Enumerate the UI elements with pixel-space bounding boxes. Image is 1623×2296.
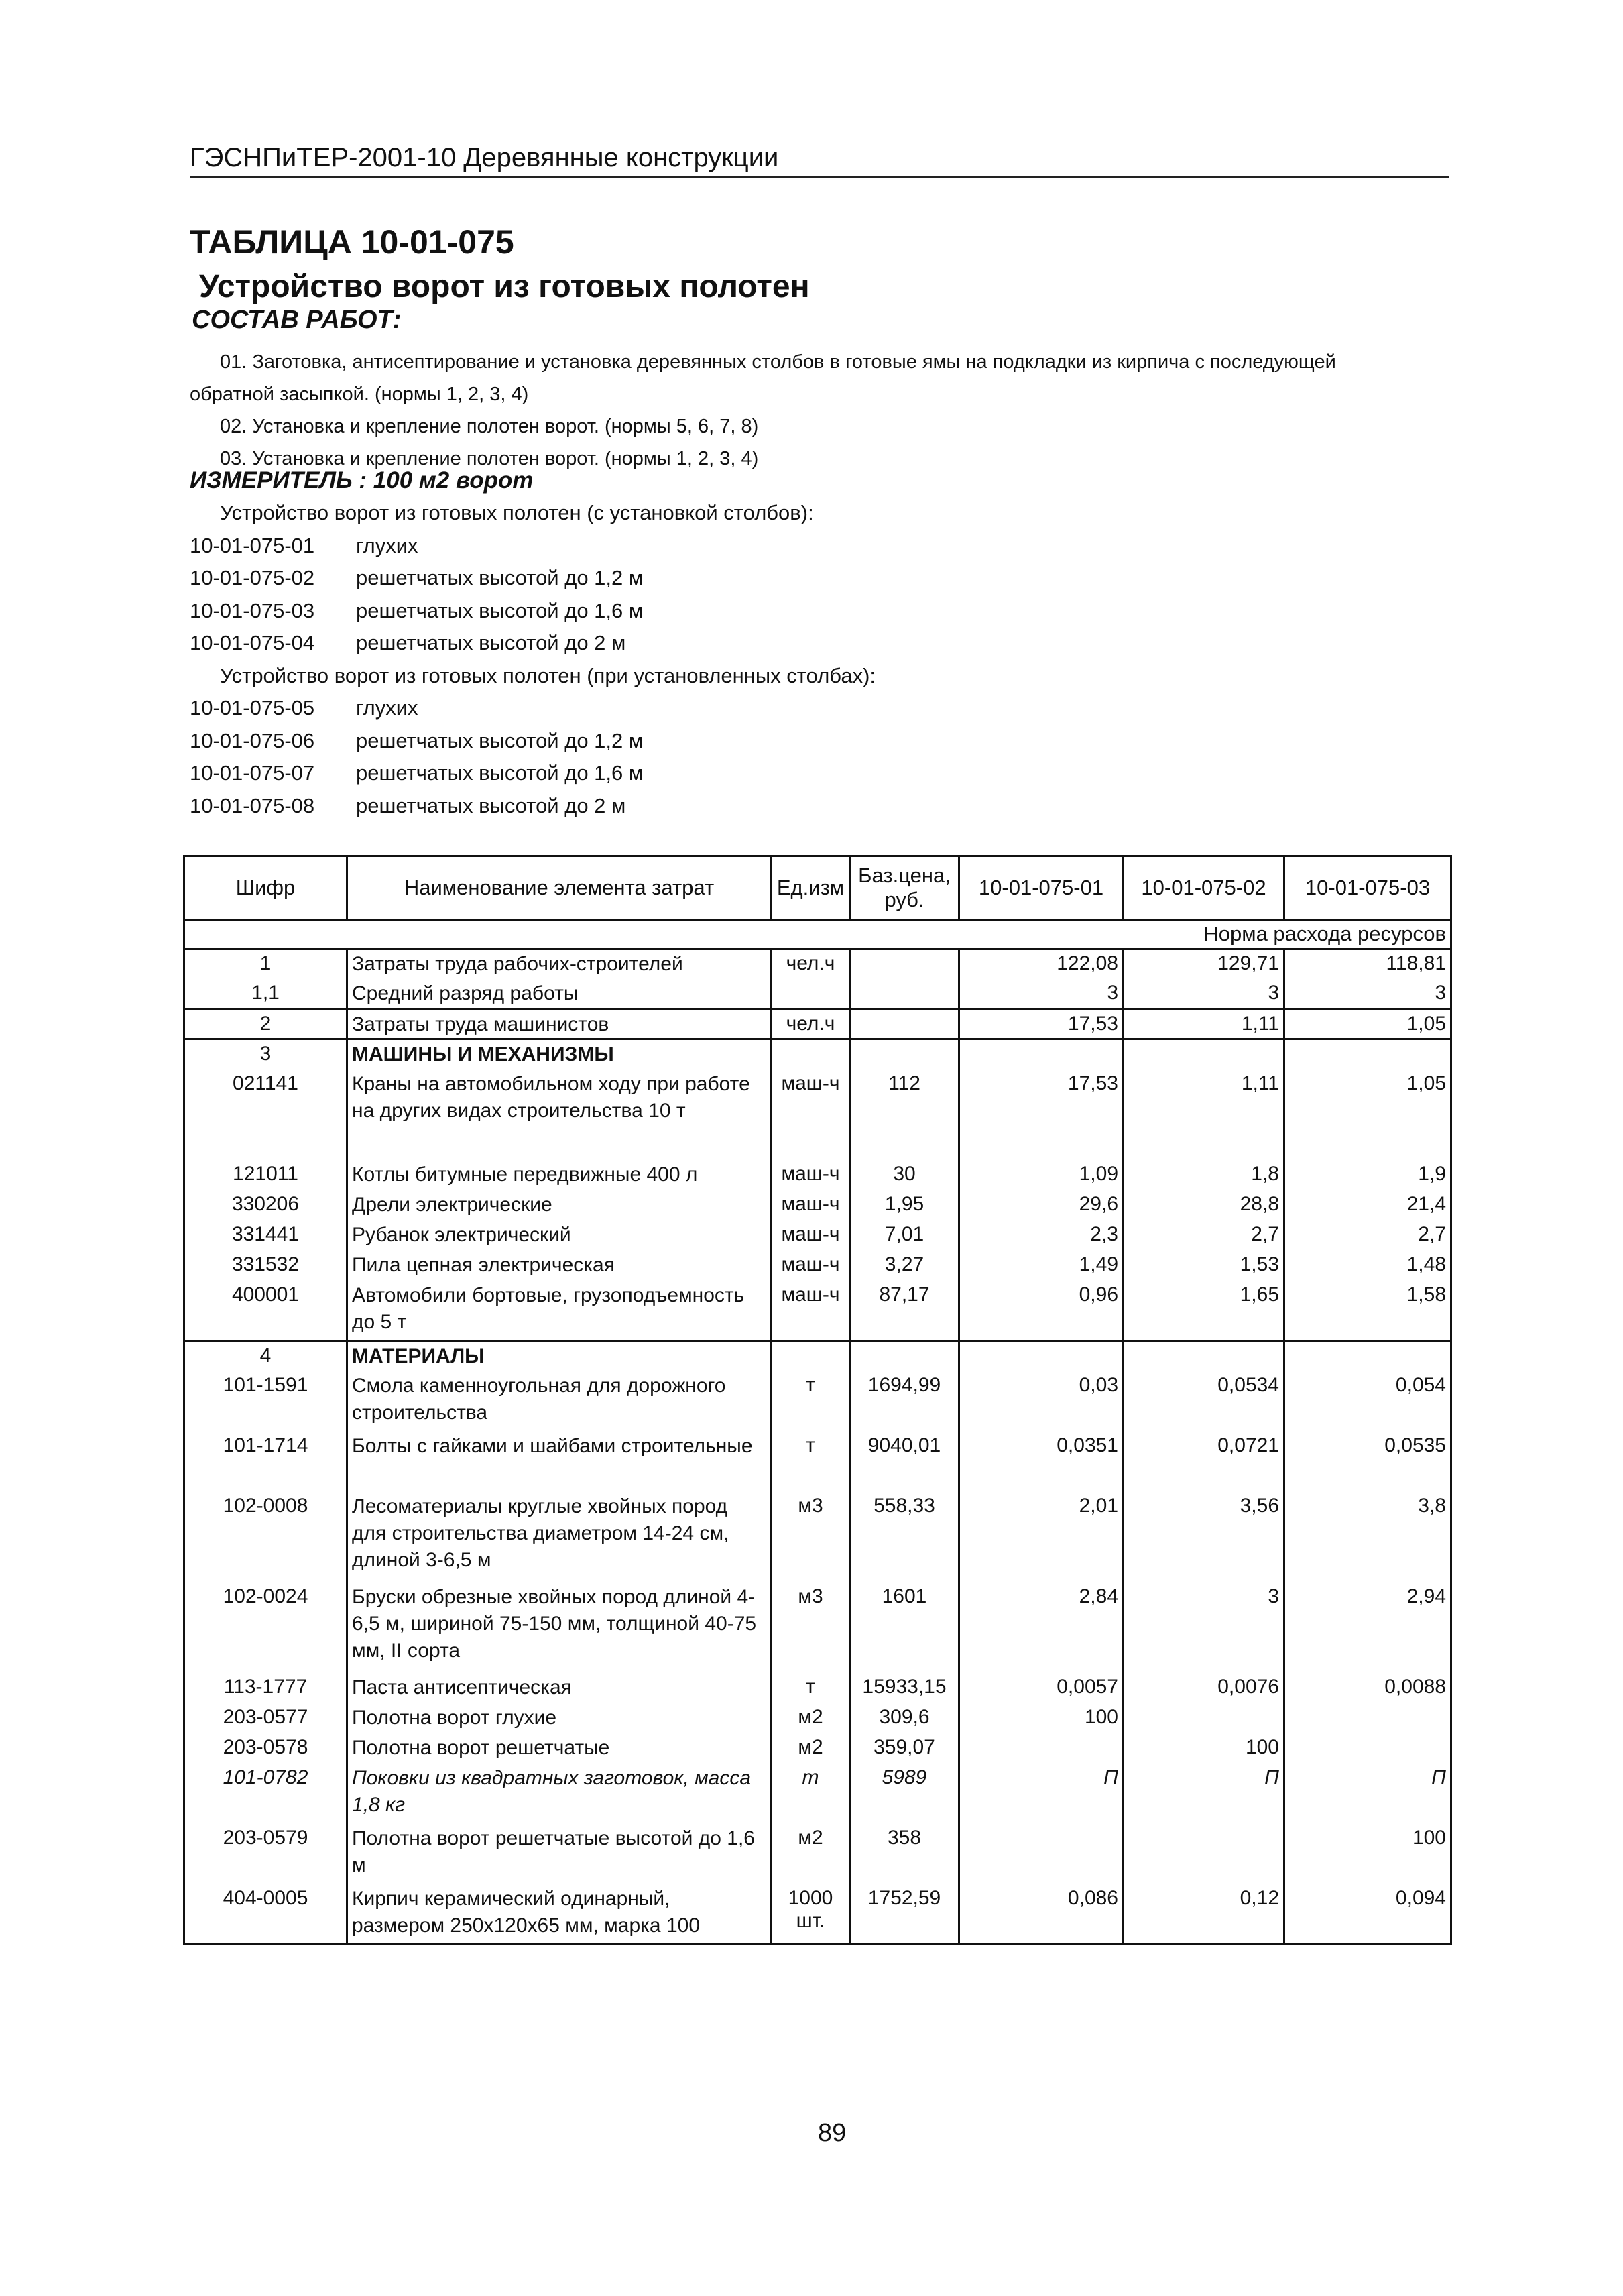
row-norm-3 <box>1284 1341 1451 1371</box>
norm-code: 10-01-075-07 <box>190 761 315 785</box>
work-item: 03. Установка и крепление полотен ворот. (нормы 1, 2, 3, 4) <box>220 448 759 469</box>
row-norm-2: 0,12 <box>1124 1884 1284 1945</box>
row-price: 358 <box>850 1824 959 1884</box>
row-norm-2: 2,7 <box>1124 1220 1284 1251</box>
table-row <box>184 1583 1451 1673</box>
row-name: Пила цепная электрическая <box>347 1251 772 1281</box>
row-name: Рубанок электрический <box>347 1220 772 1251</box>
row-price: 9040,01 <box>850 1432 959 1492</box>
work-item: 01. Заготовка, антисептирование и установка деревянных столбов в готовые ямы на подкладки из кирпича с последующей <box>220 351 1336 373</box>
table-row <box>184 1220 1451 1251</box>
row-norm-3: 118,81 <box>1284 949 1451 979</box>
row-norm-2: 1,53 <box>1124 1251 1284 1281</box>
row-norm-2 <box>1124 1341 1284 1371</box>
header-norm-2: 10-01-075-02 <box>1124 856 1284 920</box>
row-price <box>850 1009 959 1039</box>
row-unit: маш-ч <box>772 1251 850 1281</box>
row-norm-1 <box>959 1733 1124 1764</box>
row-norm-1: 1,09 <box>959 1160 1124 1190</box>
row-norm-3 <box>1284 1733 1451 1764</box>
row-norm-1: 29,6 <box>959 1190 1124 1220</box>
row-code: 101-0782 <box>223 1766 308 1788</box>
norm-code: 10-01-075-01 <box>190 533 315 557</box>
row-code: 203-0578 <box>223 1735 308 1758</box>
row-price: 15933,15 <box>850 1673 959 1703</box>
row-norm-1: 0,0057 <box>959 1673 1124 1703</box>
row-unit: м3 <box>772 1583 850 1673</box>
work-composition-label: СОСТАВ РАБОТ: <box>192 306 402 334</box>
table-row <box>184 1432 1451 1492</box>
row-unit: м2 <box>772 1733 850 1764</box>
table-row <box>184 1160 1451 1190</box>
row-norm-1: 2,3 <box>959 1220 1124 1251</box>
row-norm-1: 17,53 <box>959 1070 1124 1160</box>
norm-code: 10-01-075-06 <box>190 728 315 752</box>
row-name: Болты с гайками и шайбами строительные <box>347 1432 772 1492</box>
row-name: Смола каменноугольная для дорожного строительства <box>347 1371 772 1432</box>
row-code: 101-1714 <box>223 1434 308 1456</box>
row-price: 87,17 <box>850 1281 959 1341</box>
row-code: 101-1591 <box>223 1373 308 1396</box>
norm-desc: решетчатых высотой до 2 м <box>356 793 626 817</box>
row-unit: м2 <box>772 1824 850 1884</box>
row-unit: м3 <box>772 1492 850 1583</box>
norm-code-row <box>190 692 876 725</box>
row-norm-1: 0,03 <box>959 1371 1124 1432</box>
row-norm-3 <box>1284 1703 1451 1733</box>
table-title: ТАБЛИЦА 10-01-075 <box>190 223 514 261</box>
table-row <box>184 1281 1451 1341</box>
table-row <box>184 1190 1451 1220</box>
row-price: 558,33 <box>850 1492 959 1583</box>
work-item-continuation: обратной засыпкой. (нормы 1, 2, 3, 4) <box>190 384 529 405</box>
row-price <box>850 1039 959 1070</box>
resource-table <box>183 855 1452 1945</box>
row-name: Затраты труда машинистов <box>347 1009 772 1039</box>
row-name: Полотна ворот глухие <box>347 1703 772 1733</box>
row-norm-2: 0,0721 <box>1124 1432 1284 1492</box>
row-code: 021141 <box>233 1072 298 1094</box>
row-norm-1: 122,08 <box>959 949 1124 979</box>
norm-code: 10-01-075-05 <box>190 696 315 720</box>
header-price: Баз.цена, руб. <box>850 856 959 920</box>
row-norm-1: 0,96 <box>959 1281 1124 1341</box>
row-name: Средний разряд работы <box>347 979 772 1009</box>
row-unit: маш-ч <box>772 1190 850 1220</box>
row-name: Поковки из квадратных заготовок, масса 1,8 кг <box>347 1764 772 1824</box>
row-norm-3: 0,0088 <box>1284 1673 1451 1703</box>
table-row <box>184 979 1451 1009</box>
norm-code-row <box>190 627 876 660</box>
row-norm-1 <box>959 1039 1124 1070</box>
row-code: 203-0577 <box>223 1705 308 1728</box>
row-price: 1752,59 <box>850 1884 959 1945</box>
row-code: 331532 <box>231 1253 300 1275</box>
norm-desc: глухих <box>356 533 418 557</box>
row-norm-2: 1,11 <box>1124 1009 1284 1039</box>
row-unit: т <box>772 1432 850 1492</box>
table-header-row <box>184 856 1451 920</box>
norm-desc: решетчатых высотой до 1,6 м <box>356 761 644 785</box>
row-norm-2: 3 <box>1124 1583 1284 1673</box>
row-price: 7,01 <box>850 1220 959 1251</box>
row-name: Кирпич керамический одинарный, размером 250х120х65 мм, марка 100 <box>347 1884 772 1945</box>
table-row <box>184 1492 1451 1583</box>
row-price: 30 <box>850 1160 959 1190</box>
row-norm-1: 3 <box>959 979 1124 1009</box>
row-norm-2: 0,0534 <box>1124 1371 1284 1432</box>
norm-code-row <box>190 595 876 628</box>
row-norm-2 <box>1124 1039 1284 1070</box>
table-row <box>184 1884 1451 1945</box>
row-norm-1: 2,84 <box>959 1583 1124 1673</box>
row-unit: чел.ч <box>772 1009 850 1039</box>
row-name: Дрели электрические <box>347 1190 772 1220</box>
table-row <box>184 1371 1451 1432</box>
row-price: 1601 <box>850 1583 959 1673</box>
row-norm-3: 0,054 <box>1284 1371 1451 1432</box>
row-code: 330206 <box>231 1192 300 1215</box>
row-norm-2: 28,8 <box>1124 1190 1284 1220</box>
row-norm-2: 1,8 <box>1124 1160 1284 1190</box>
row-norm-2: 3 <box>1124 979 1284 1009</box>
row-name: Полотна ворот решетчатые высотой до 1,6 м <box>347 1824 772 1884</box>
section-row <box>184 1039 1451 1070</box>
table-row <box>184 1824 1451 1884</box>
row-norm-3: 3,8 <box>1284 1492 1451 1583</box>
norma-label: Норма расхода ресурсов <box>184 920 1451 949</box>
table-row <box>184 1009 1451 1039</box>
row-unit: чел.ч <box>772 949 850 979</box>
row-price: 359,07 <box>850 1733 959 1764</box>
group-heading: Устройство ворот из готовых полотен (при установленных столбах): <box>220 663 876 687</box>
row-norm-1: 2,01 <box>959 1492 1124 1583</box>
row-norm-3: 1,05 <box>1284 1009 1451 1039</box>
norm-code-row <box>190 562 876 595</box>
row-code: 203-0579 <box>223 1826 308 1849</box>
row-norm-1 <box>959 1341 1124 1371</box>
norm-code-row <box>190 790 876 823</box>
norm-desc: решетчатых высотой до 1,6 м <box>356 598 644 622</box>
table-row <box>184 1070 1451 1160</box>
table-subtitle: Устройство ворот из готовых полотен <box>199 269 810 304</box>
row-norm-2: 129,71 <box>1124 949 1284 979</box>
row-norm-2 <box>1124 1824 1284 1884</box>
row-norm-3: 1,05 <box>1284 1070 1451 1160</box>
row-code: 404-0005 <box>223 1886 308 1909</box>
norm-codes-list <box>190 497 876 822</box>
norm-desc: решетчатых высотой до 2 м <box>356 631 626 654</box>
row-price: 309,6 <box>850 1703 959 1733</box>
row-name: Автомобили бортовые, грузоподъемность до 5 т <box>347 1281 772 1341</box>
row-name: Затраты труда рабочих-строителей <box>347 949 772 979</box>
group-heading: Устройство ворот из готовых полотен (с установкой столбов): <box>220 501 814 524</box>
row-code: 1 <box>259 952 272 974</box>
row-name: МАШИНЫ И МЕХАНИЗМЫ <box>347 1039 772 1070</box>
work-item: 02. Установка и крепление полотен ворот. (нормы 5, 6, 7, 8) <box>220 416 759 437</box>
row-unit: т <box>772 1371 850 1432</box>
row-norm-1: 100 <box>959 1703 1124 1733</box>
row-code: 102-0024 <box>223 1585 308 1607</box>
row-unit <box>772 1039 850 1070</box>
header-code: Шифр <box>184 856 347 920</box>
row-code: 121011 <box>233 1162 298 1185</box>
row-unit: 1000 шт. <box>772 1884 850 1945</box>
row-norm-2: 0,0076 <box>1124 1673 1284 1703</box>
row-norm-3: 1,48 <box>1284 1251 1451 1281</box>
header-norm-3: 10-01-075-03 <box>1284 856 1451 920</box>
norm-code: 10-01-075-02 <box>190 566 315 589</box>
row-price <box>850 979 959 1009</box>
row-norm-1 <box>959 1824 1124 1884</box>
row-price: 112 <box>850 1070 959 1160</box>
row-code: 331441 <box>231 1222 300 1245</box>
norm-code-row <box>190 757 876 790</box>
row-code: 400001 <box>184 1281 347 1341</box>
row-code: 3 <box>259 1043 272 1065</box>
row-code: 4 <box>259 1344 272 1367</box>
table-row <box>184 1733 1451 1764</box>
row-norm-3: 3 <box>1284 979 1451 1009</box>
page-number: 89 <box>818 2119 847 2147</box>
row-price: 3,27 <box>850 1251 959 1281</box>
row-norm-3: 100 <box>1284 1824 1451 1884</box>
norm-code: 10-01-075-04 <box>190 631 315 654</box>
row-norm-2: П <box>1124 1764 1284 1824</box>
row-unit: м2 <box>772 1703 850 1733</box>
row-unit: т <box>772 1764 850 1824</box>
row-name: Паста антисептическая <box>347 1673 772 1703</box>
row-unit: маш-ч <box>772 1070 850 1160</box>
row-unit: маш-ч <box>772 1220 850 1251</box>
row-norm-3: 1,58 <box>1284 1281 1451 1341</box>
row-norm-3: 0,094 <box>1284 1884 1451 1945</box>
row-name: Котлы битумные передвижные 400 л <box>347 1160 772 1190</box>
row-norm-3: 2,94 <box>1284 1583 1451 1673</box>
row-name: Краны на автомобильном ходу при работе на других видах строительства 10 т <box>347 1070 772 1160</box>
header-name: Наименование элемента затрат <box>347 856 772 920</box>
row-unit: маш-ч <box>772 1160 850 1190</box>
row-code: 1,1 <box>184 979 347 1009</box>
table-row <box>184 1673 1451 1703</box>
row-code: 2 <box>184 1009 347 1039</box>
row-norm-3: 0,0535 <box>1284 1432 1451 1492</box>
table-row <box>184 1764 1451 1824</box>
row-name: Полотна ворот решетчатые <box>347 1733 772 1764</box>
norm-code-row <box>190 530 876 563</box>
row-unit <box>772 1341 850 1371</box>
row-unit <box>772 979 850 1009</box>
row-norm-3 <box>1284 1039 1451 1070</box>
row-norm-2 <box>1124 1703 1284 1733</box>
table-row <box>184 949 1451 979</box>
row-norm-2: 100 <box>1124 1733 1284 1764</box>
row-price <box>850 1341 959 1371</box>
page-header: ГЭСНПиТЕР-2001-10 Деревянные конструкции <box>190 143 1449 178</box>
norma-row <box>184 920 1451 949</box>
table-row <box>184 1703 1451 1733</box>
row-norm-3: 2,7 <box>1284 1220 1451 1251</box>
header-unit: Ед.изм <box>772 856 850 920</box>
norm-code: 10-01-075-08 <box>190 793 315 817</box>
row-price: 5989 <box>850 1764 959 1824</box>
row-norm-3: 1,9 <box>1284 1160 1451 1190</box>
table-row <box>184 1251 1451 1281</box>
row-norm-1: 1,49 <box>959 1251 1124 1281</box>
row-norm-2: 3,56 <box>1124 1492 1284 1583</box>
row-price: 1,95 <box>850 1190 959 1220</box>
row-name: МАТЕРИАЛЫ <box>347 1341 772 1371</box>
row-norm-2: 1,11 <box>1124 1070 1284 1160</box>
row-unit: маш-ч <box>772 1281 850 1341</box>
row-norm-1: 0,086 <box>959 1884 1124 1945</box>
row-norm-1: 17,53 <box>959 1009 1124 1039</box>
norm-code: 10-01-075-03 <box>190 598 315 622</box>
norm-desc: решетчатых высотой до 1,2 м <box>356 566 644 589</box>
section-row <box>184 1341 1451 1371</box>
row-price: 1694,99 <box>850 1371 959 1432</box>
norm-desc: глухих <box>356 696 418 720</box>
row-norm-3: П <box>1284 1764 1451 1824</box>
norm-desc: решетчатых высотой до 1,2 м <box>356 728 644 752</box>
measurement-unit: ИЗМЕРИТЕЛЬ : 100 м2 ворот <box>190 467 534 494</box>
row-norm-3: 21,4 <box>1284 1190 1451 1220</box>
row-norm-2: 1,65 <box>1124 1281 1284 1341</box>
norm-code-row <box>190 725 876 758</box>
row-norm-1: 0,0351 <box>959 1432 1124 1492</box>
row-code: 113-1777 <box>223 1675 308 1698</box>
row-unit: т <box>772 1673 850 1703</box>
row-name: Бруски обрезные хвойных пород длиной 4-6,5 м, шириной 75-150 мм, толщиной 40-75 мм, II сорта <box>347 1583 772 1673</box>
row-price <box>850 949 959 979</box>
header-norm-1: 10-01-075-01 <box>959 856 1124 920</box>
row-name: Лесоматериалы круглые хвойных пород для строительства диаметром 14-24 см, длиной 3-6,5 м <box>347 1492 772 1583</box>
row-norm-1: П <box>959 1764 1124 1824</box>
row-code: 102-0008 <box>223 1494 308 1517</box>
work-composition-list <box>190 346 1463 475</box>
